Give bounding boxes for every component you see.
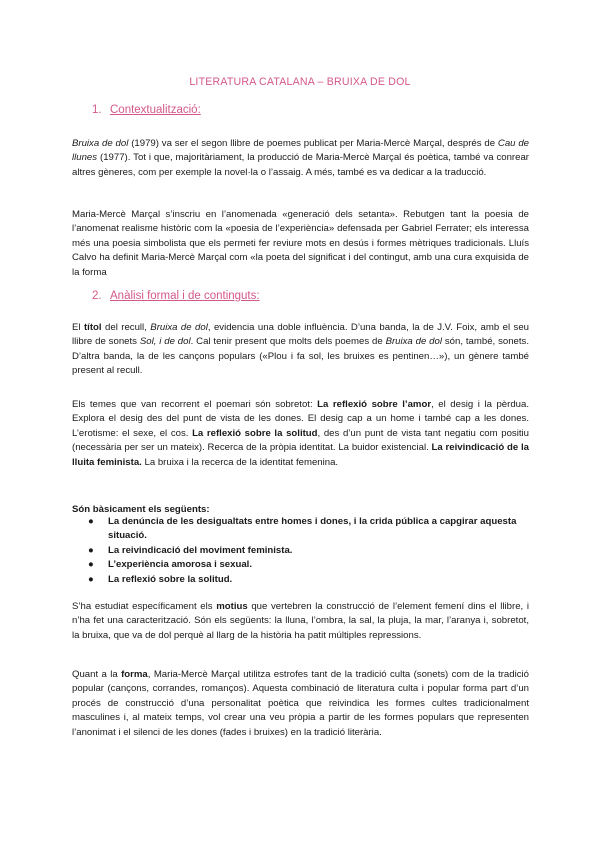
list-item <box>72 515 529 544</box>
themes-list <box>72 515 529 587</box>
text-run: La bruixa i la recerca de la identitat femenina. <box>141 456 339 468</box>
keyword: La reivindicació de la lluita feminista. <box>72 442 529 468</box>
section-number: 2. <box>92 290 102 302</box>
list-item-text: La denúncia de les desigualtats entre homes i dones, i la crida pública a capgirar aquesta situació. <box>108 516 517 542</box>
text-run: , evidencia una doble influència. D’una banda, la de J.V. Foix, amb el seu llibre de sonets <box>72 322 530 348</box>
text-run: S’ha estudiat específicament els <box>72 601 217 612</box>
text-run: (1979) va ser el segon llibre de poemes publicat per Maria-Mercè Marçal, després de <box>128 138 498 149</box>
paragraph-temes <box>72 398 529 470</box>
list-item <box>72 544 529 558</box>
list-item-text: La reivindicació del moviment feminista. <box>108 544 293 556</box>
work-title: Bruixa de dol <box>72 138 129 149</box>
section-heading-analisi <box>92 290 260 302</box>
work-title: Cau de llunes <box>72 138 530 164</box>
list-item-text: L’experiència amorosa i sexual. <box>108 559 252 571</box>
paragraph-motius <box>72 600 529 643</box>
work-title: Sol, i de dol <box>139 336 191 348</box>
work-title: Bruixa de dol <box>385 336 442 348</box>
paragraph-context-1 <box>72 137 529 180</box>
text-run: del recull, <box>101 322 151 333</box>
section-number: 1. <box>92 104 102 116</box>
paragraph-forma <box>72 668 529 740</box>
text-run: , des d’un punt de vista tant negatiu com positiu (necessària per ser un mateix). Recerca de la pròpia identitat. La buidor existencial. <box>72 427 529 454</box>
text-run: El <box>72 322 84 333</box>
list-item-text: La reflexió sobre la solitud. <box>108 573 233 585</box>
text-run: (1977). Tot i que, majoritàriament, la producció de Maria-Mercè Marçal és poètica, també va conrear altres gèneres, com per exemple la novel·la o l’assaig. A més, també es va dedicar a la traducció. <box>72 152 529 178</box>
text-run: Quant a la <box>72 669 122 680</box>
list-title: Són bàsicament els següents: <box>72 504 210 515</box>
list-item <box>72 573 529 587</box>
text-run: , el desig i la pèrdua. Explora el desig des del punt de vista de les dones. El desig cap a un home i també cap a les dones. L’erotisme: el sexe, el cos. <box>72 399 530 439</box>
text-run: que vertebren la construcció de l’element femení dins el llibre, i n’ha fet una caracterització. Són els següents: la lluna, l’ombra, la sal, la pluja, la mar, l’aranya i, sobretot, la bruixa, que va de dol perquè al llarg de la història ha patit múltiples repressions. <box>72 601 529 641</box>
text-run: Els temes que van recorrent el poemari són sobretot: <box>72 399 318 410</box>
keyword: La reflexió sobre l’amor <box>317 399 432 410</box>
keyword: forma <box>121 669 148 680</box>
bullet-icon: ● <box>88 559 94 571</box>
bullet-icon: ● <box>88 516 94 527</box>
text-run: . Cal tenir present que molts dels poemes de <box>190 336 386 348</box>
bullet-icon: ● <box>88 573 94 585</box>
keyword: La reflexió sobre la solitud <box>192 427 318 439</box>
document-title: LITERATURA CATALANA – BRUIXA DE DOL <box>189 76 411 88</box>
paragraph-context-2: Maria-Mercè Marçal s’inscriu en l’anomenada «generació dels setanta». Rebutgen tant la poesia de l’anomenat realisme històric com la «poesia de l’experiència» defensada per Gabriel Ferrater; els interessa més una poesia simbolista que els permeti fer reviure mots en desús i formes mètriques tradicionals. Lluís Calvo ha definit Maria-Mercè Marçal com «la poeta del significat i del contingut, amb una cura exquisida de la forma <box>72 209 529 278</box>
list-item <box>72 558 529 572</box>
section-label: Anàlisi formal i de continguts: <box>110 290 260 302</box>
text-run: , Maria-Mercè Marçal utilitza estrofes tant de la tradició culta (sonets) com de la tradició popular (cançons, corrandes, romanços). Aquesta combinació de literatura culta i popular forma part d’un procés de construcció d’una personalitat poètica que reivindica les formes cultes tradicionalment masculines i, al mateix temps, vol crear una veu pròpia a partir de les formes populars que representen l’anonimat i el silenci de les dones (fades i bruixes) en la tradició literària. <box>72 669 529 738</box>
keyword: motius <box>216 601 248 612</box>
section-label: Contextualització: <box>110 104 201 116</box>
section-heading-contextualitzacio <box>92 104 201 116</box>
text-run: són, també, sonets. D’altra banda, la de les cançons populars («Plou i fa sol, les bruixes es pentinen…»), un gènere també present al recull. <box>72 336 530 377</box>
bullet-icon: ● <box>88 544 94 556</box>
work-title: Bruixa de dol <box>150 322 208 333</box>
paragraph-titol <box>72 321 529 379</box>
keyword: títol <box>83 322 102 333</box>
